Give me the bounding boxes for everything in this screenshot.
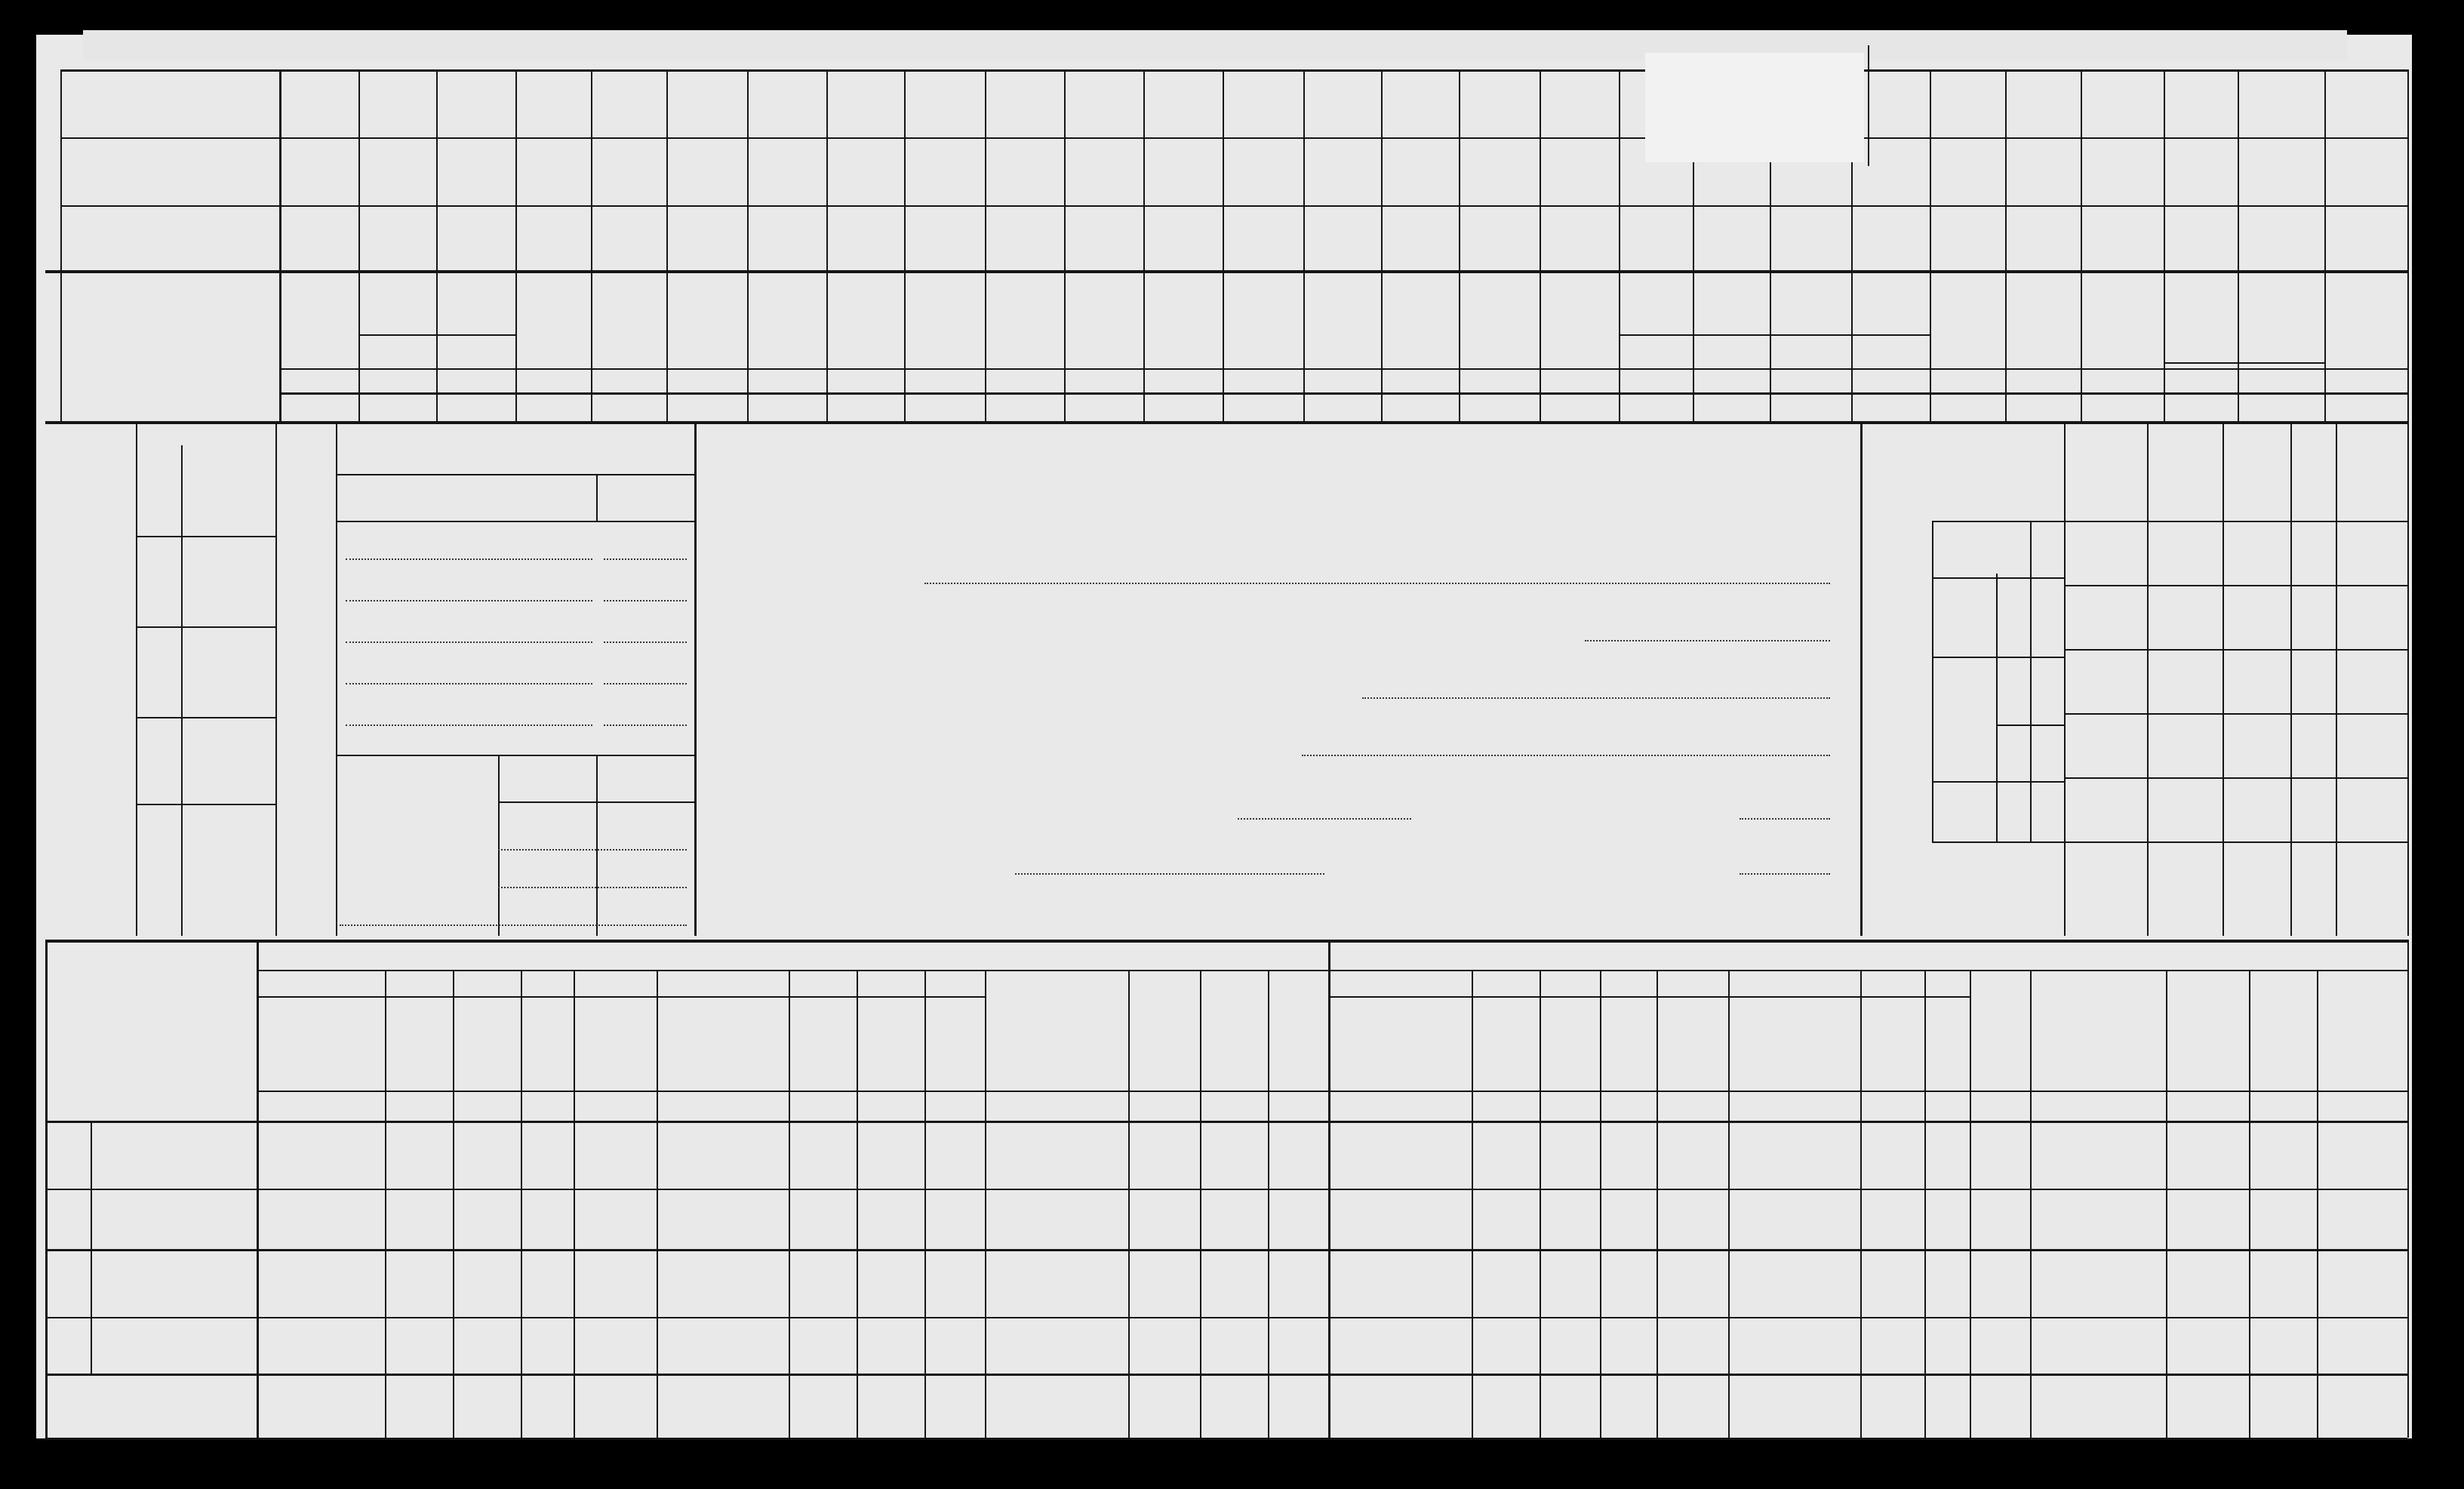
rule-h (279, 368, 2407, 370)
rule-h (45, 1121, 2407, 1123)
rule-h (1932, 841, 2064, 843)
rule-v (521, 970, 522, 1438)
rule-h (336, 474, 694, 475)
fill-line (1585, 640, 1830, 641)
rule-v (1932, 521, 1933, 841)
rule-h (1932, 781, 2064, 783)
rule-h (498, 801, 694, 803)
rule-v (2030, 521, 2032, 841)
rule-v (453, 970, 454, 1438)
rule-h (1328, 996, 1970, 998)
rule-h (1932, 521, 2064, 522)
rule-h (1932, 657, 2064, 658)
rule-v (1540, 970, 1541, 1438)
rule-v (2324, 69, 2326, 421)
rule-v (1540, 69, 1541, 421)
fill-line (604, 725, 687, 726)
rule-h (2064, 777, 2407, 779)
rule-v (657, 970, 658, 1438)
rule-v (1143, 69, 1145, 421)
rule-v (2317, 970, 2318, 1438)
rule-h (136, 536, 275, 537)
rule-v (385, 970, 386, 1438)
rule-v (596, 474, 598, 521)
rule-v (336, 421, 337, 936)
fill-line (604, 600, 687, 601)
rule-v (2407, 940, 2409, 1438)
rule-h (257, 1091, 2407, 1092)
fill-line (346, 725, 592, 726)
rule-h (257, 996, 985, 998)
fill-line (604, 683, 687, 685)
rule-v (985, 69, 986, 421)
rule-v (666, 69, 668, 421)
fill-line (346, 558, 592, 560)
rule-v (2030, 970, 2032, 1438)
rule-v (2336, 421, 2337, 936)
rule-v (2238, 69, 2239, 421)
fill-line (346, 600, 592, 601)
rule-v (1472, 970, 1473, 1438)
rule-h (45, 1249, 2407, 1251)
rule-v (91, 1121, 92, 1374)
rule-v (574, 970, 575, 1438)
fill-line (498, 887, 687, 888)
rule-v (2290, 421, 2292, 936)
fill-line (498, 849, 687, 851)
rule-v (358, 69, 360, 421)
rule-v (1200, 970, 1201, 1438)
rule-v (591, 69, 592, 421)
rule-v (2223, 421, 2224, 936)
rule-v (2081, 69, 2082, 421)
rule-v (1860, 421, 1863, 936)
fill-line (1740, 873, 1830, 875)
rule-h (45, 421, 2407, 424)
fill-line (346, 641, 592, 643)
rule-v (275, 421, 277, 936)
rule-v (2407, 421, 2409, 936)
rule-h (60, 69, 2407, 72)
rule-v (2147, 421, 2149, 936)
rule-v (2005, 69, 2007, 421)
rule-v (2407, 69, 2409, 421)
fill-line (604, 641, 687, 643)
rule-v (181, 445, 183, 936)
rule-v (1268, 970, 1269, 1438)
rule-h (2064, 585, 2407, 586)
rule-v (924, 970, 926, 1438)
rule-v (498, 755, 500, 936)
rule-v (826, 69, 828, 421)
rule-v (60, 69, 62, 421)
rule-h (279, 392, 2407, 395)
rule-v (1657, 970, 1658, 1438)
rule-v (904, 69, 906, 421)
rule-h (60, 137, 2407, 139)
rule-h (45, 1317, 2407, 1318)
rule-v (1996, 574, 1998, 841)
rule-h (45, 940, 2407, 943)
rule-v (1619, 69, 1620, 421)
fill-line (1740, 818, 1830, 820)
rule-h (136, 717, 275, 718)
rule-h (136, 804, 275, 805)
rule-h (2064, 521, 2407, 522)
rule-v (1860, 970, 1862, 1438)
rule-h (136, 626, 275, 628)
rule-v (2164, 69, 2165, 421)
fill-line (1015, 873, 1324, 875)
rule-h (2064, 649, 2407, 651)
rule-v (747, 69, 749, 421)
rule-v (1930, 69, 1931, 421)
rule-h (2064, 713, 2407, 715)
rule-h (60, 205, 2407, 207)
fill-line (1238, 818, 1411, 820)
rule-h (336, 755, 694, 756)
rule-v (2249, 970, 2250, 1438)
rule-v (596, 755, 598, 936)
rule-v (1064, 69, 1066, 421)
rule-h (45, 1438, 2407, 1440)
rule-v (985, 970, 986, 1438)
census-card (36, 35, 2412, 1438)
rule-v (789, 970, 790, 1438)
rule-h (1996, 725, 2064, 726)
rule-v (2166, 970, 2167, 1438)
paper-top-edge (83, 30, 2347, 60)
rule-h (336, 521, 694, 522)
rule-v (1459, 69, 1460, 421)
rule-h (358, 334, 515, 336)
rule-v (694, 421, 697, 936)
fill-line (1302, 755, 1830, 756)
rule-v (1223, 69, 1224, 421)
rule-h (45, 1374, 2407, 1376)
rule-h (257, 970, 2407, 971)
fill-line (346, 683, 592, 685)
rule-h (2164, 362, 2324, 364)
rule-v (45, 940, 48, 1438)
fill-line (340, 924, 687, 926)
rule-v (1128, 970, 1130, 1438)
ministry-stamp-box (1645, 53, 1864, 162)
rule-h (1932, 577, 2064, 579)
rule-v (1303, 69, 1305, 421)
rule-v (1600, 970, 1601, 1438)
rule-h (2064, 841, 2407, 843)
rule-h (45, 270, 2407, 273)
rule-v (1924, 970, 1926, 1438)
rule-v (1728, 970, 1730, 1438)
rule-v (1970, 970, 1971, 1438)
rule-v (515, 69, 517, 421)
rule-v (279, 69, 281, 421)
rule-h (45, 1189, 2407, 1190)
fill-line (1362, 697, 1830, 699)
rule-v (1381, 69, 1383, 421)
rule-v (857, 970, 858, 1438)
fill-line (924, 583, 1830, 584)
rule-v (257, 940, 259, 1438)
rule-v (1868, 45, 1869, 166)
rule-v (436, 69, 438, 421)
rule-h (1619, 334, 1930, 336)
fill-line (604, 558, 687, 560)
rule-v (136, 421, 137, 936)
rule-v (2064, 421, 2066, 936)
rule-v (1328, 940, 1330, 1438)
